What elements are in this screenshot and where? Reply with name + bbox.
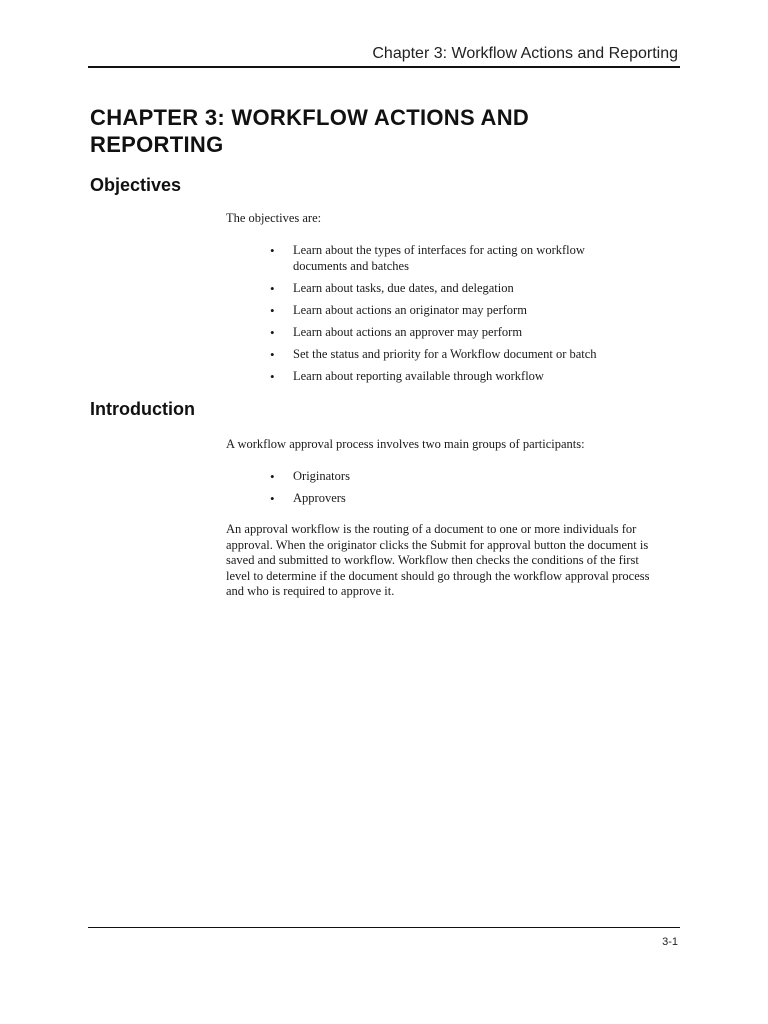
participant-item: • Originators (270, 469, 640, 485)
running-header: Chapter 3: Workflow Actions and Reporting (372, 45, 678, 62)
objective-item: • Learn about actions an approver may perform (270, 325, 640, 341)
introduction-heading: Introduction (90, 399, 195, 419)
objectives-list (270, 243, 640, 391)
objective-item: • Learn about reporting available through workflow (270, 369, 640, 385)
participants-list (270, 469, 640, 513)
introduction-intro: A workflow approval process involves two main groups of participants: (226, 437, 585, 451)
objective-item: • Set the status and priority for a Workflow document or batch (270, 347, 640, 363)
chapter-title: CHAPTER 3: WORKFLOW ACTIONS AND REPORTING (90, 105, 530, 157)
objectives-heading: Objectives (90, 175, 182, 195)
approval-workflow-paragraph: An approval workflow is the routing of a document to one or more individuals for approval. When the originator clicks the Submit for approval button the document is saved and submitted to workflow. Workflow then checks the conditions of the first level to determine if the document should go through the workflow approval process and who is required to approve it. (226, 522, 650, 598)
page-number: 3-1 (662, 936, 678, 948)
objective-item: • Learn about the types of interfaces for acting on workflow documents and batches (270, 243, 640, 274)
objective-item: • Learn about actions an originator may perform (270, 303, 640, 319)
objectives-intro: The objectives are: (226, 211, 322, 225)
objective-item: • Learn about tasks, due dates, and delegation (270, 281, 640, 297)
header-rule (88, 66, 680, 68)
participant-item: • Approvers (270, 491, 640, 507)
footer-rule (88, 927, 680, 928)
